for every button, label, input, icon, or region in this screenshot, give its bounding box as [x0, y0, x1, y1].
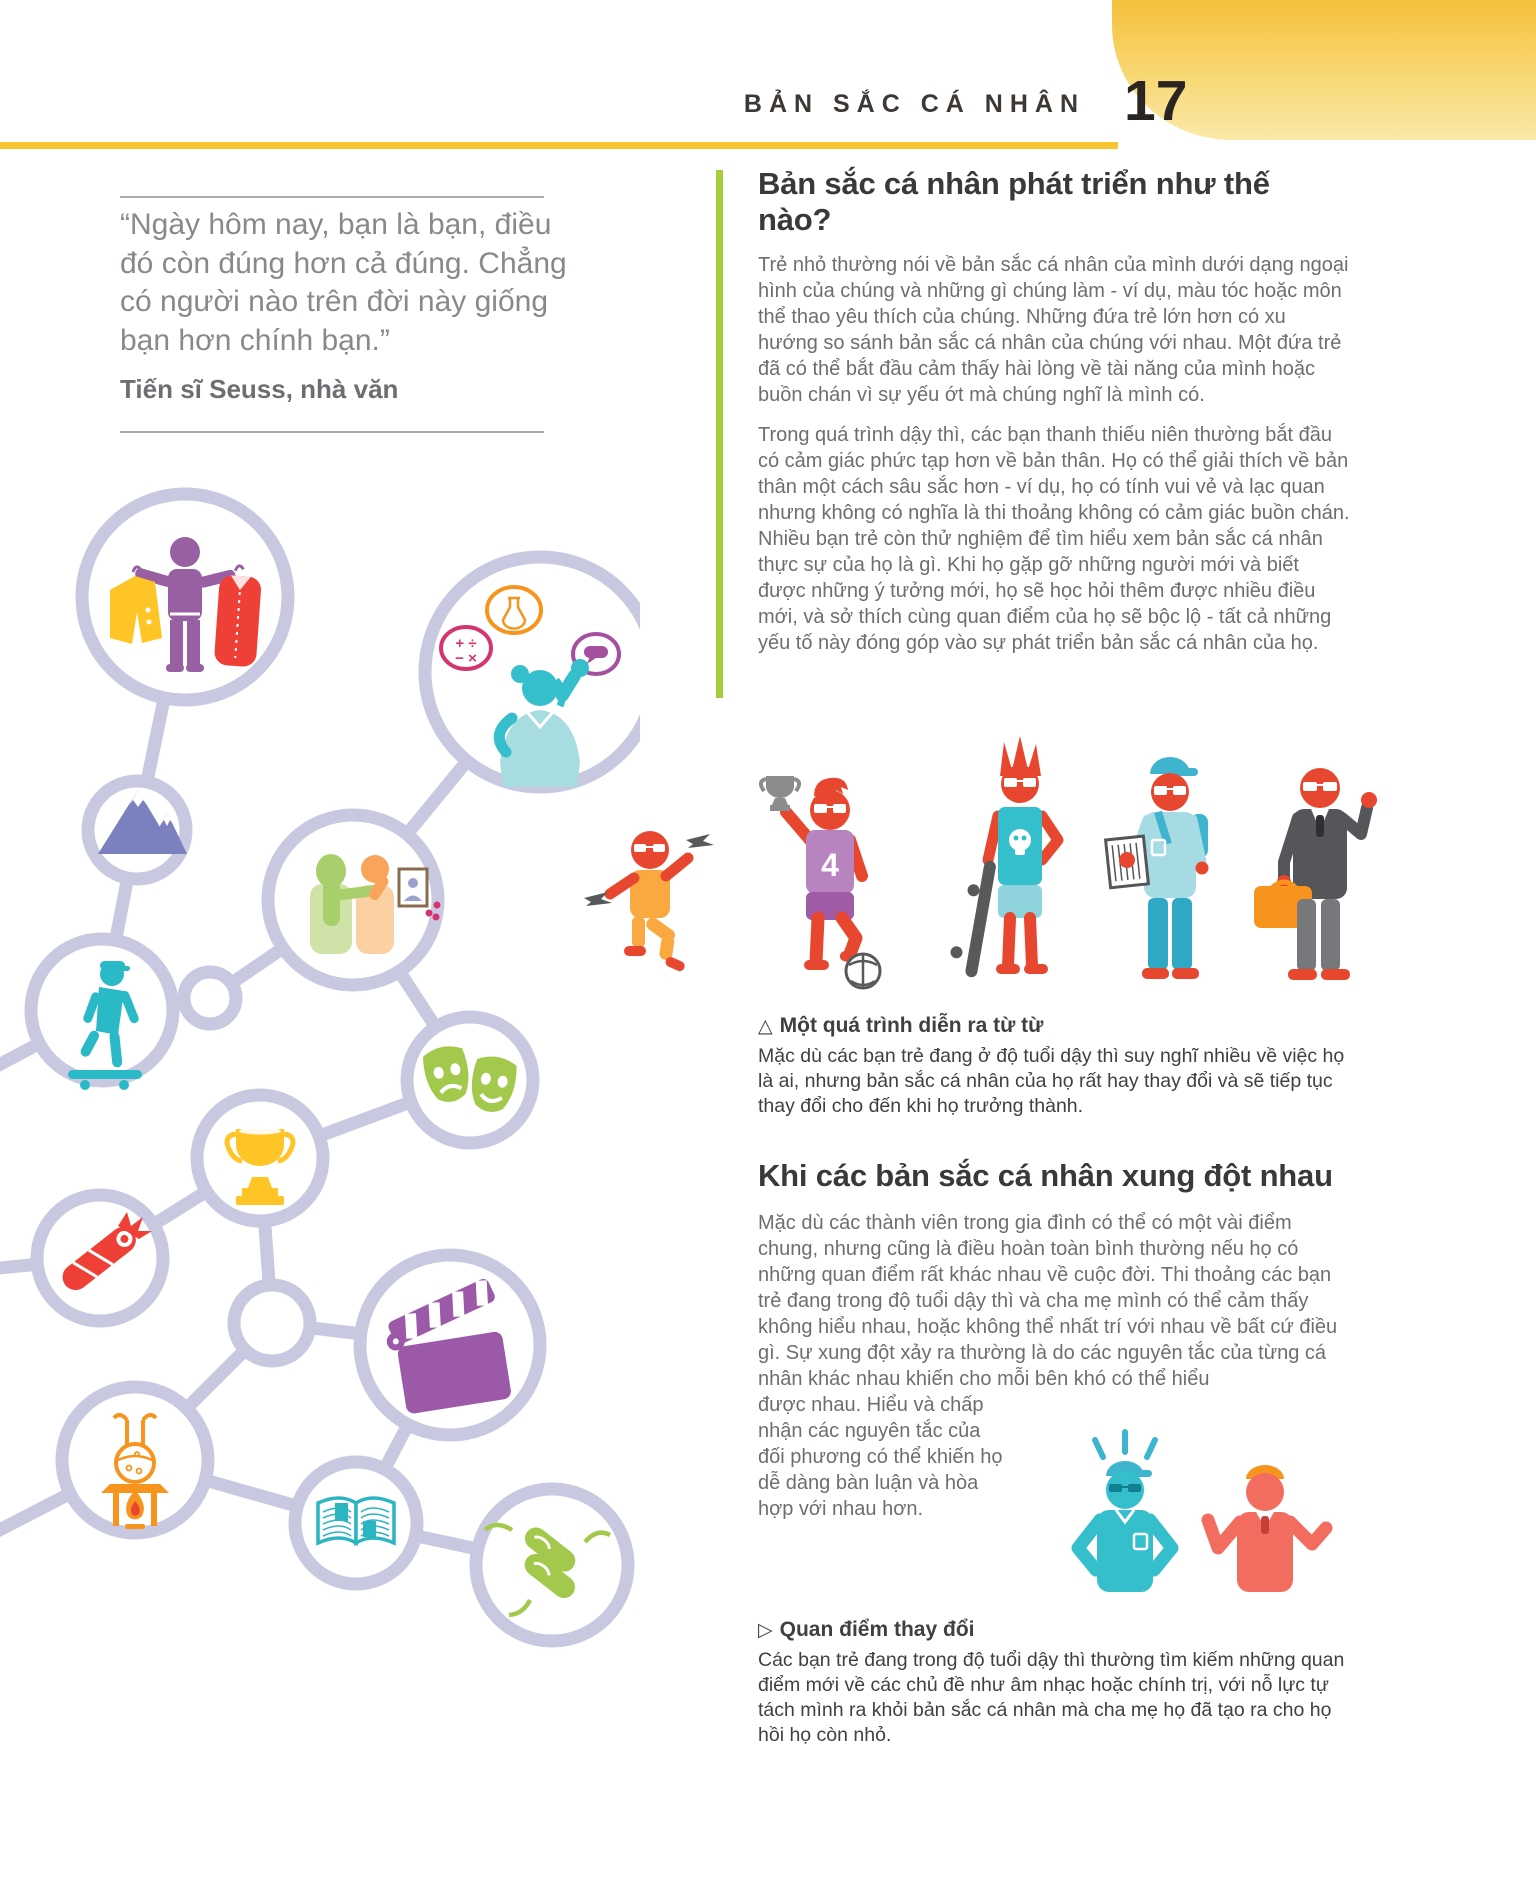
quote-attribution: Tiến sĩ Seuss, nhà văn	[120, 374, 399, 404]
section2-paragraph-narrow: được nhau. Hiểu và chấp nhận các nguyên tắc của đối phương có thể khiến họ dễ dàng bàn luận và hòa hợp với nhau hơn.	[758, 1394, 1003, 1520]
caption-changing-views	[758, 1618, 1350, 1748]
viewpoints-illustration	[1050, 1422, 1350, 1627]
section1-heading: Bản sắc cá nhân phát triển như thế nào?	[758, 166, 1270, 237]
open-book-icon	[318, 1498, 394, 1543]
gray-trophy-icon	[761, 776, 799, 811]
parent-figure	[1208, 1465, 1326, 1592]
volleyball-icon	[846, 954, 880, 988]
soccer-kid-figure	[761, 776, 880, 988]
caption1-title: Một quá trình diễn ra từ từ	[779, 1014, 1044, 1037]
surprised-teen-figure	[1078, 1432, 1172, 1592]
identity-network-diagram	[0, 440, 640, 1740]
toddler-figure	[584, 831, 714, 973]
caption-slow-process	[758, 1014, 1350, 1119]
caption1-body: Mặc dù các bạn trẻ đang ở độ tuổi dậy thì suy nghĩ nhiều về việc họ là ai, nhưng bản sắc cá nhân của họ rất hay thay đổi và sẽ tiếp tục thay đổi cho đến khi họ trưởng thành.	[758, 1045, 1345, 1117]
jersey-number: 4	[821, 847, 839, 883]
section2-paragraph-full: Mặc dù các thành viên trong gia đình có thể có một vài điểm chung, nhưng cũng là điều hoàn toàn bình thường nếu họ có những quan điểm rất khác nhau về cuộc đời. Thi thoảng các bạn trẻ đang trong độ tuổi dậy thì và cha mẹ mình có thể cảm thấy không hiểu nhau, hoặc không thể nhất trí với nhau về bất cứ điều gì. Sự xung đột xảy ra thường là do các nguyên tắc của từng cá nhân khác nhau khiến cho mỗi bên khó có thể hiểu	[758, 1212, 1338, 1390]
triangle-right-marker-icon: ▷	[758, 1620, 773, 1641]
header-rule	[0, 142, 1118, 149]
punk-teen-figure	[947, 736, 1058, 978]
flask-thought-bubble-icon	[487, 587, 541, 633]
svg-text:− ×: − ×	[455, 650, 477, 667]
running-head: BẢN SẮC CÁ NHÂN	[743, 90, 1085, 118]
pull-quote: “Ngày hôm nay, bạn là bạn, điều đó còn đúng hơn cả đúng. Chẳng có người nào trên đời này giống bạn hơn chính bạn.”	[120, 208, 567, 357]
section2-heading: Khi các bản sắc cá nhân xung đột nhau	[758, 1158, 1333, 1193]
section1-paragraph-1: Trẻ nhỏ thường nói về bản sắc cá nhân của mình dưới dạng ngoại hình của chúng và những gì chúng làm - ví dụ, màu tóc hoặc môn thể thao yêu thích của chúng. Những đứa trẻ lớn hơn có xu hướng so sánh bản sắc cá nhân của chúng với nhau. Một đứa trẻ đã có thể bắt đầu cảm thấy hài lòng về tài năng của mình hoặc buồn chán vì sự yếu ớt mà chúng nghĩ là mình có.	[758, 254, 1349, 406]
page-number: 17	[1124, 69, 1188, 133]
photo-frame-icon	[399, 869, 427, 906]
skateboard-icon	[947, 857, 997, 978]
section-accent-bar	[716, 170, 723, 698]
quote-rule-top	[120, 196, 544, 198]
quote-rule-bottom	[120, 431, 544, 433]
triangle-marker-icon: △	[758, 1016, 773, 1037]
growing-up-illustration	[560, 712, 1400, 997]
svg-text:+ ÷: + ÷	[455, 635, 477, 652]
caption2-body: Các bạn trẻ đang trong độ tuổi dậy thì thường tìm kiếm những quan điểm mới về các chủ đề như âm nhạc hoặc chính trị, với nỗ lực tự tách mình ra khỏi bản sắc cá nhân mà cha mẹ họ đã tạo ra cho họ hồi họ còn nhỏ.	[758, 1649, 1345, 1746]
caption2-title: Quan điểm thay đổi	[779, 1618, 975, 1641]
student-figure	[1106, 757, 1209, 979]
businessman-figure	[1254, 768, 1377, 980]
section1-paragraph-2: Trong quá trình dậy thì, các bạn thanh thiếu niên thường bắt đầu có cảm giác phức tạp hơn về bản thân. Họ có thể giải thích về bản thân một cách sâu sắc hơn - ví dụ, họ có tính vui vẻ và lạc quan nhưng không có nghĩa là thi thoảng không có cảm giác buồn chán. Nhiều bạn trẻ còn thử nghiệm để tìm hiểu xem bản sắc cá nhân thực sự của họ là gì. Khi họ gặp gỡ những người mới và biết được những ý tưởng mới, họ sẽ học hỏi thêm được nhiều điều mới, và sở thích cùng quan điểm của họ sẽ bộc lộ - tất cả những yếu tố này đóng góp vào sự phát triển bản sắc cá nhân của họ.	[758, 424, 1350, 654]
math-thought-bubble-icon	[441, 627, 491, 669]
exclaim-lines-icon	[1095, 1432, 1155, 1457]
